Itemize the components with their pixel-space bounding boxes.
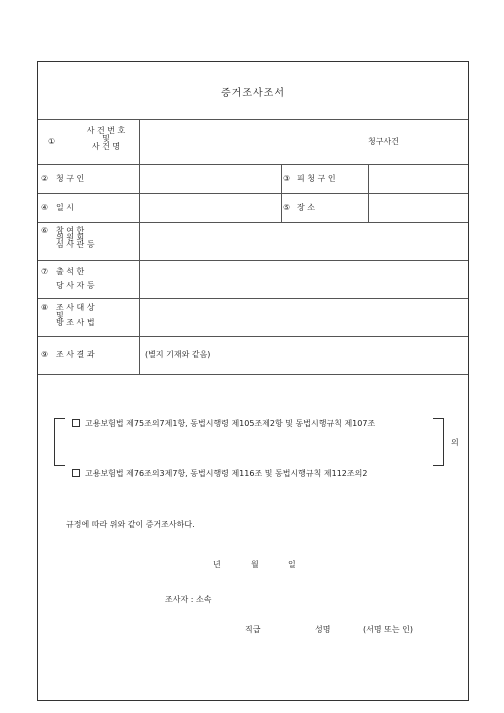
row6-number: ⑥	[41, 226, 49, 235]
position-label: 직급	[245, 625, 261, 634]
row-divider	[38, 336, 468, 337]
target-label: 조 사 대 상	[56, 303, 95, 312]
row7-number: ⑦	[41, 267, 49, 276]
right-label-divider	[368, 164, 369, 222]
option-1-text: 고용보험법 제75조의7제1항, 동법시행령 제105조제2항 및 동법시행규칙 제107조	[85, 419, 376, 428]
option-2-text: 고용보험법 제76조의3제7항, 동법시행령 제116조 및 동법시행규칙 제112조의2	[85, 469, 368, 478]
option-1-checkbox[interactable]	[72, 419, 80, 427]
row2-number: ②	[41, 174, 49, 183]
month-label: 월	[251, 560, 259, 569]
row8-number: ⑧	[41, 303, 49, 312]
row3-number: ③	[283, 174, 291, 183]
year-label: 년	[213, 560, 221, 569]
row-divider	[38, 298, 468, 299]
claimant-label: 청 구 인	[56, 174, 85, 183]
and-label: 및	[56, 311, 64, 320]
day-label: 일	[288, 560, 296, 569]
name-label: 성명	[315, 625, 331, 634]
row5-number: ⑤	[283, 203, 291, 212]
method-label: 방 조 사 법	[56, 318, 95, 327]
examiner-label: 심 사 관 등	[56, 240, 95, 249]
row4-number: ④	[41, 203, 49, 212]
evidence-investigation-form	[37, 61, 469, 701]
row-divider	[38, 222, 468, 223]
row-divider	[38, 374, 468, 375]
row-divider	[38, 193, 468, 194]
result-value: (별지 기재와 같음)	[145, 350, 211, 359]
committee-label: 위 원 회	[56, 233, 85, 242]
option-1	[72, 419, 375, 429]
row9-number: ⑨	[41, 350, 49, 359]
attendee-label: 출 석 한	[56, 267, 85, 276]
label-column-divider	[139, 119, 140, 374]
case-type-value: 청구사건	[368, 137, 399, 146]
place-label: 장 소	[297, 203, 315, 212]
statement-text: 규정에 따라 위와 같이 증거조사하다.	[66, 520, 195, 529]
signature-label: (서명 또는 인)	[363, 625, 413, 634]
row1-number: ①	[48, 137, 56, 146]
party-label: 당 사 자 등	[56, 281, 95, 290]
row-divider	[38, 260, 468, 261]
row-divider	[38, 119, 468, 120]
investigator-label: 조사자 : 소속	[165, 595, 212, 604]
left-bracket	[54, 418, 65, 466]
form-title: 증거조사조서	[221, 88, 285, 99]
case-number-label: 사 건 번 호	[86, 126, 126, 135]
result-label: 조 사 결 과	[56, 350, 95, 359]
option-2-checkbox[interactable]	[72, 469, 80, 477]
datetime-label: 일 시	[56, 203, 74, 212]
respondent-label: 피 청 구 인	[297, 174, 336, 183]
mid-column-divider	[281, 164, 282, 222]
participant-label: 참 여 한	[56, 226, 85, 235]
and-label: 및	[102, 134, 110, 143]
bracket-suffix: 의	[451, 438, 459, 447]
case-name-label: 사 건 명	[91, 142, 121, 151]
right-bracket	[433, 418, 444, 466]
option-2	[72, 469, 367, 479]
row-divider	[38, 164, 468, 165]
